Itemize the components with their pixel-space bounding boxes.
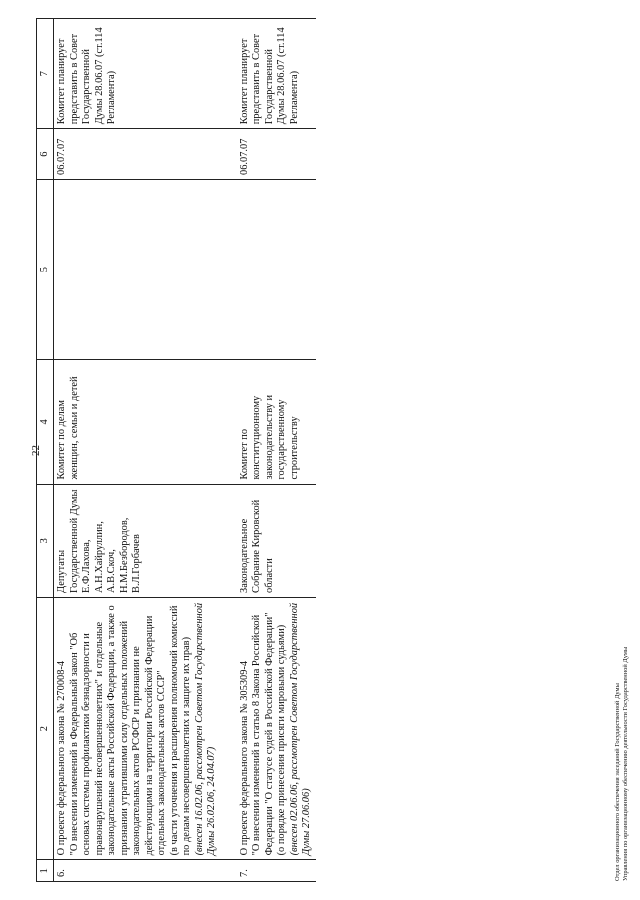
bill-note: (о порядке принесения присяги мировыми судьями)	[276, 624, 288, 856]
bill-cell	[221, 597, 316, 859]
committee-cell: Комитет по конституционному законодательству и государственному строительству	[221, 360, 316, 484]
bill-note: (в части уточнения и расширения полномочий комиссий по делам несовершеннолетних и защите их прав)	[168, 605, 193, 856]
column-number-row	[37, 19, 54, 882]
initiator-cell: Депутаты Государственной Думы Е.Ф.Лахова, А.Н.Хайруллин, А.В.Скоч, Н.М.Безбородов, В.Л.Горбачев	[54, 484, 221, 597]
bill-name: "О внесении изменений в Федеральный закон "Об основах системы профилактики безнадзорности и правонарушений несовершеннолетних" и отдельные законодательные акты Российской Федерации, а также о признании утратившими силу отдельных положений законодательных актов РСФСР и признании не действующими на территории Российской Федерации отдельных законодательных актов СССР"	[68, 605, 168, 856]
row-number: 7.	[221, 860, 316, 882]
initiator-cell: Законодательное Собрание Кировской области	[221, 484, 316, 597]
bill-cell	[54, 597, 221, 859]
table-row	[221, 19, 316, 882]
footer-line: Управления по организационному обеспечению деятельности Государственной Думы	[622, 646, 629, 881]
empty-cell	[54, 179, 221, 359]
empty-cell	[221, 179, 316, 359]
column-number: 1	[37, 860, 54, 882]
remark-cell: Комитет планирует представить в Совет Государственной Думы 28.06.07 (ст.114 Регламента)	[221, 19, 316, 129]
bill-name: "О внесении изменений в статью 8 Закона Российской Федерации "О статусе судей в Российской Федерации"	[251, 612, 275, 856]
column-number: 7	[37, 19, 54, 129]
bill-title: О проекте федерального закона № 270008-4	[56, 660, 68, 856]
bill-introduced: (внесен 02.06.06, рассмотрен Советом Государственной Думы 27.06.06)	[288, 602, 313, 856]
bill-introduced: (внесен 16.02.06, рассмотрен Советом Государственной Думы 26.02.06, 24.04.07)	[193, 602, 218, 856]
table-row	[54, 19, 221, 882]
column-number: 6	[37, 129, 54, 180]
bills-table	[36, 18, 316, 882]
committee-cell: Комитет по делам женщин, семьи и детей	[54, 360, 221, 484]
column-number: 3	[37, 484, 54, 597]
remark-cell: Комитет планирует представить в Совет Государственной Думы 28.06.07 (ст.114 Регламента)	[54, 19, 221, 129]
page-number: 22	[30, 445, 42, 456]
row-number: 6.	[54, 860, 221, 882]
footer-line: Отдел организационного обеспечения заседаний Государственной Думы	[614, 683, 621, 881]
date-cell: 06.07.07	[221, 129, 316, 180]
column-number: 5	[37, 179, 54, 359]
date-cell: 06.07.07	[54, 129, 221, 180]
column-number: 4	[37, 360, 54, 484]
footer-note	[614, 647, 630, 881]
bill-title: О проекте федерального закона № 305309-4	[238, 660, 250, 856]
column-number: 2	[37, 597, 54, 859]
